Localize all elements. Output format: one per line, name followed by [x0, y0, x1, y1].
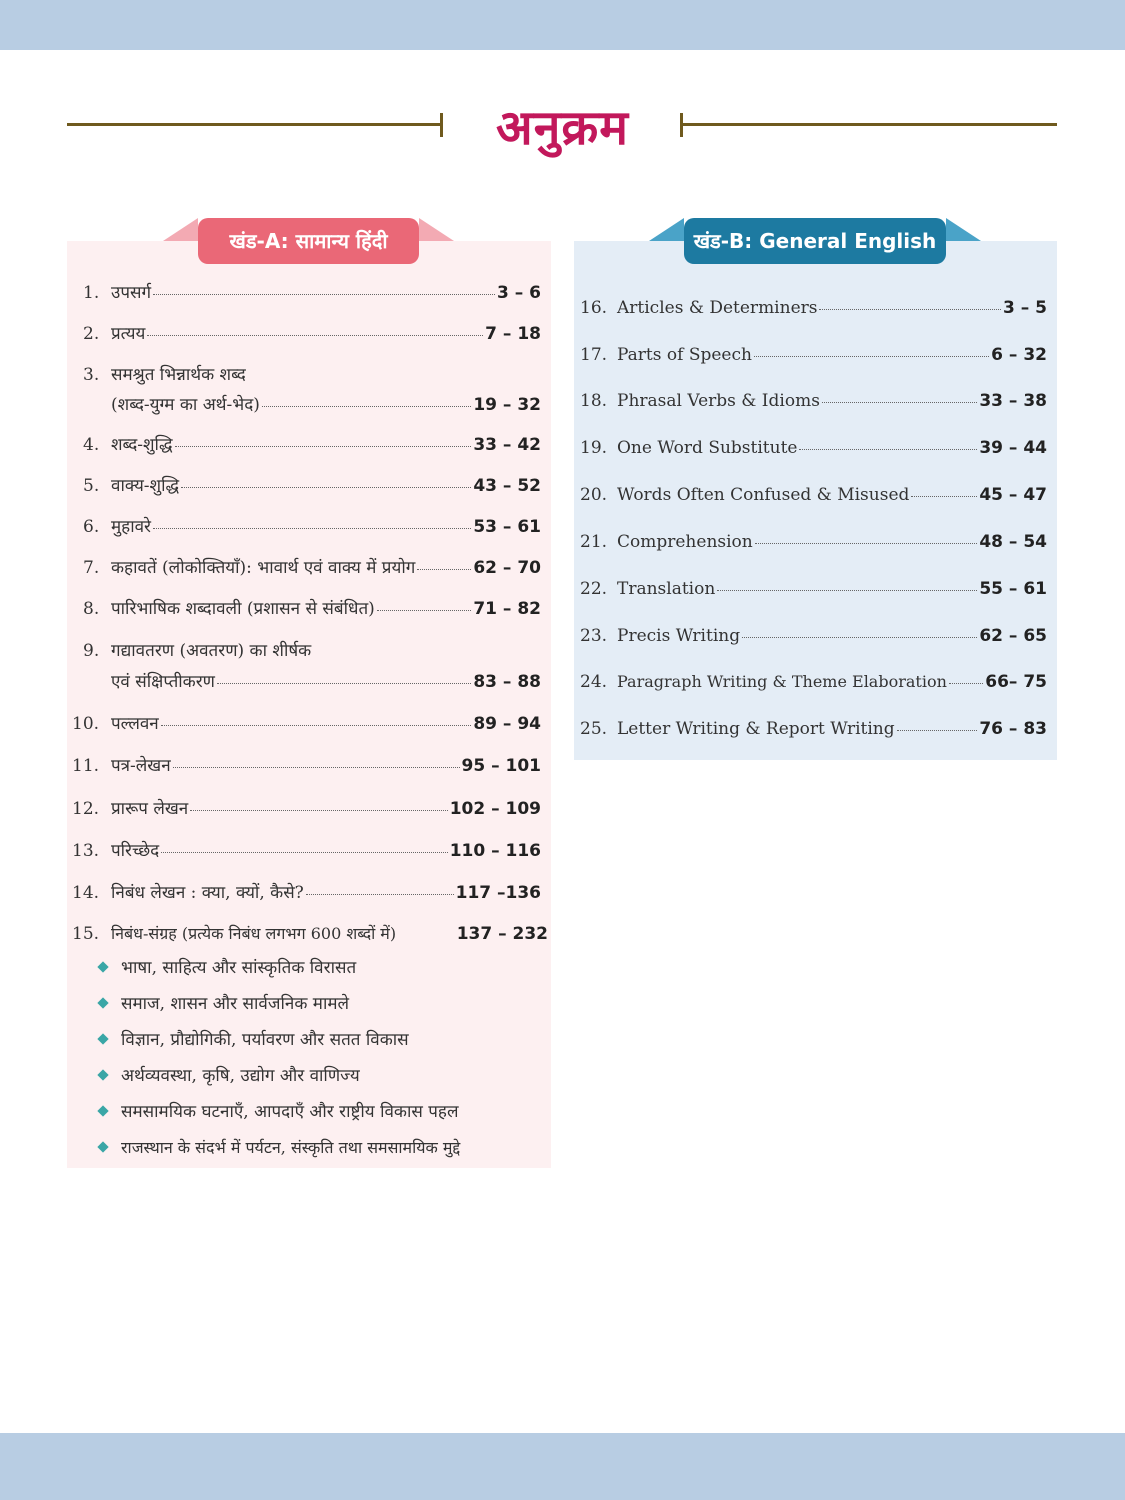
- entry-number: 2.: [83, 324, 100, 344]
- entry-pages: 3 – 6: [497, 283, 541, 303]
- dot-leader: [217, 682, 471, 684]
- essay-topic-text: समसामयिक घटनाएँ, आपदाएँ और राष्ट्रीय विकास पहल: [121, 1102, 459, 1122]
- entry-title: Words Often Confused & Misused: [617, 485, 910, 505]
- toc-entry: [83, 555, 541, 578]
- entry-title: Precis Writing: [617, 626, 741, 646]
- entry-pages: 43 – 52: [473, 476, 541, 496]
- entry-title: One Word Substitute: [617, 438, 798, 458]
- entry-number: 17.: [580, 345, 608, 365]
- dot-leader: [175, 445, 472, 447]
- dot-leader: [417, 568, 471, 570]
- dot-leader: [173, 766, 460, 768]
- entry-number: 10.: [72, 714, 100, 734]
- diamond-bullet-icon: [97, 1033, 108, 1044]
- entry-number: 12.: [72, 799, 100, 819]
- section-a-heading: खंड-A: सामान्य हिंदी: [198, 218, 419, 264]
- entry-pages: 53 – 61: [473, 517, 541, 537]
- essay-topic-text: राजस्थान के संदर्भ में पर्यटन, संस्कृति तथा समसामयिक मुद्दे: [121, 1138, 461, 1157]
- entry-pages: 33 – 38: [979, 391, 1047, 411]
- toc-entry: [83, 362, 541, 385]
- diamond-bullet-icon: [97, 997, 108, 1008]
- entry-title-line2: एवं संक्षिप्तीकरण: [111, 672, 215, 692]
- toc-entry: [580, 391, 1047, 411]
- page-title: अनुक्रम: [496, 100, 629, 156]
- entry-number: 14.: [72, 883, 100, 903]
- essay-topic-text: समाज, शासन और सार्वजनिक मामले: [121, 994, 350, 1014]
- entry-number: 3.: [83, 365, 100, 385]
- toc-entry: [72, 711, 541, 734]
- dot-leader: [742, 636, 977, 638]
- section-a-tab-wing-left: [163, 218, 198, 241]
- toc-entry: [72, 838, 541, 861]
- entry-pages: 137 – 232: [456, 924, 548, 944]
- essay-topic-item: [99, 1027, 409, 1050]
- essay-topic-item: [99, 991, 349, 1014]
- entry-title: Parts of Speech: [617, 345, 752, 365]
- dot-leader: [911, 495, 977, 497]
- entry-number: 22.: [580, 579, 608, 599]
- entry-title: पत्र-लेखन: [111, 756, 171, 776]
- entry-title: Articles & Determiners: [617, 298, 818, 318]
- entry-number: 24.: [580, 672, 608, 692]
- entry-title: वाक्य-शुद्धि: [111, 476, 180, 496]
- entry-pages: 117 –136: [455, 883, 541, 903]
- toc-entry: [83, 321, 541, 344]
- essay-topic-text: भाषा, साहित्य और सांस्कृतिक विरासत: [121, 958, 357, 978]
- entry-pages: 110 – 116: [449, 841, 541, 861]
- entry-number: 15.: [72, 924, 100, 944]
- entry-pages: 55 – 61: [979, 579, 1047, 599]
- entry-number: 6.: [83, 517, 100, 537]
- entry-pages: 7 – 18: [485, 324, 541, 344]
- toc-entry: [83, 280, 541, 303]
- toc-entry: [72, 922, 548, 944]
- dot-leader: [161, 851, 447, 853]
- essay-topic-text: विज्ञान, प्रौद्योगिकी, पर्यावरण और सतत विकास: [121, 1030, 409, 1050]
- entry-title: Letter Writing & Report Writing: [617, 719, 895, 739]
- toc-entry: [72, 880, 541, 903]
- entry-number: 20.: [580, 485, 608, 505]
- entry-title: समश्रुत भिन्नार्थक शब्द: [111, 365, 246, 385]
- entry-pages: 48 – 54: [979, 532, 1047, 552]
- entry-number: 13.: [72, 841, 100, 861]
- entry-title: Translation: [617, 579, 716, 599]
- dot-leader: [755, 542, 978, 544]
- toc-entry-continued: [83, 669, 541, 692]
- dot-leader: [377, 609, 472, 611]
- entry-pages: 45 – 47: [979, 485, 1047, 505]
- toc-entry: [83, 596, 541, 619]
- essay-topic-item: [99, 1099, 459, 1122]
- entry-number: 1.: [83, 283, 100, 303]
- toc-entry: [580, 579, 1047, 599]
- entry-pages: 33 – 42: [473, 435, 541, 455]
- section-b-heading: खंड-B: General English: [684, 218, 946, 264]
- entry-number: 16.: [580, 298, 608, 318]
- entry-number: 7.: [83, 558, 100, 578]
- dot-leader: [306, 893, 454, 895]
- entry-title: निबंध लेखन : क्या, क्यों, कैसे?: [111, 883, 304, 903]
- section-b-tab-wing-left: [649, 218, 684, 241]
- entry-pages: 95 – 101: [461, 756, 541, 776]
- entry-pages: 3 – 5: [1003, 298, 1047, 318]
- entry-title: गद्यावतरण (अवतरण) का शीर्षक: [111, 641, 312, 661]
- dot-leader: [949, 682, 983, 684]
- toc-entry: [580, 626, 1047, 646]
- entry-pages: 62 – 70: [473, 558, 541, 578]
- entry-number: 23.: [580, 626, 608, 646]
- diamond-bullet-icon: [97, 1105, 108, 1116]
- toc-entry: [83, 432, 541, 455]
- entry-title: उपसर्ग: [111, 283, 152, 303]
- toc-entry: [72, 753, 541, 776]
- dot-leader: [897, 729, 978, 731]
- entry-title: पल्लवन: [111, 714, 159, 734]
- essay-topic-item: [99, 955, 356, 978]
- dot-leader: [799, 448, 977, 450]
- essay-topic-item: [99, 1136, 460, 1158]
- section-b-tab-wing-right: [946, 218, 981, 241]
- dot-leader: [181, 486, 471, 488]
- toc-entry: [83, 638, 541, 661]
- entry-title: प्रारूप लेखन: [111, 799, 189, 819]
- entry-number: 5.: [83, 476, 100, 496]
- entry-number: 8.: [83, 599, 100, 619]
- entry-number: 21.: [580, 532, 608, 552]
- entry-pages: 83 – 88: [473, 672, 541, 692]
- dot-leader: [190, 809, 447, 811]
- toc-entry: [580, 719, 1047, 739]
- entry-number: 4.: [83, 435, 100, 455]
- dot-leader: [822, 401, 977, 403]
- diamond-bullet-icon: [97, 961, 108, 972]
- dot-leader: [754, 355, 989, 357]
- title-rule-left: [67, 123, 442, 126]
- entry-pages: 66– 75: [985, 672, 1047, 692]
- entry-title: पारिभाषिक शब्दावली (प्रशासन से संबंधित): [111, 599, 375, 619]
- entry-number: 9.: [83, 641, 100, 661]
- entry-title: कहावतें (लोकोक्तियाँ): भावार्थ एवं वाक्य में प्रयोग: [111, 558, 416, 578]
- toc-entry: [580, 298, 1047, 318]
- entry-title: शब्द-शुद्धि: [111, 435, 173, 455]
- essay-topic-item: [99, 1063, 360, 1086]
- toc-entry-continued: [83, 392, 541, 415]
- toc-entry: [83, 473, 541, 496]
- diamond-bullet-icon: [97, 1069, 108, 1080]
- entry-pages: 89 – 94: [473, 714, 541, 734]
- toc-entry: [580, 485, 1047, 505]
- title-rule-right: [682, 123, 1057, 126]
- toc-entry: [83, 514, 541, 537]
- section-a-tab-wing-right: [419, 218, 454, 241]
- entry-title: निबंध-संग्रह (प्रत्येक निबंध लगभग 600 शब्दों में): [111, 924, 397, 943]
- dot-leader: [262, 405, 471, 407]
- entry-number: 11.: [72, 756, 100, 776]
- entry-pages: 76 – 83: [979, 719, 1047, 739]
- entry-title-line2: (शब्द-युग्म का अर्थ-भेद): [111, 395, 260, 415]
- entry-pages: 6 – 32: [991, 345, 1047, 365]
- entry-title: प्रत्यय: [111, 324, 146, 344]
- dot-leader: [153, 293, 495, 295]
- top-band: [0, 0, 1125, 50]
- entry-pages: 102 – 109: [449, 799, 541, 819]
- diamond-bullet-icon: [97, 1141, 108, 1152]
- entry-title: Phrasal Verbs & Idioms: [617, 391, 820, 411]
- toc-entry: [580, 672, 1047, 692]
- entry-number: 19.: [580, 438, 608, 458]
- dot-leader: [147, 334, 483, 336]
- entry-pages: 39 – 44: [979, 438, 1047, 458]
- entry-title: मुहावरे: [111, 517, 152, 537]
- entry-pages: 62 – 65: [979, 626, 1047, 646]
- toc-entry: [72, 796, 541, 819]
- entry-title: Paragraph Writing & Theme Elaboration: [617, 672, 947, 691]
- toc-entry: [580, 532, 1047, 552]
- essay-topic-text: अर्थव्यवस्था, कृषि, उद्योग और वाणिज्य: [121, 1066, 360, 1086]
- dot-leader: [153, 527, 471, 529]
- entry-number: 18.: [580, 391, 608, 411]
- entry-pages: 19 – 32: [473, 395, 541, 415]
- bottom-band: [0, 1433, 1125, 1500]
- toc-entry: [580, 345, 1047, 365]
- dot-leader: [819, 308, 1001, 310]
- entry-title: Comprehension: [617, 532, 753, 552]
- title-tick-left: [440, 113, 443, 137]
- entry-number: 25.: [580, 719, 608, 739]
- entry-title: परिच्छेद: [111, 841, 160, 861]
- dot-leader: [717, 589, 977, 591]
- entry-pages: 71 – 82: [473, 599, 541, 619]
- dot-leader: [161, 724, 472, 726]
- toc-entry: [580, 438, 1047, 458]
